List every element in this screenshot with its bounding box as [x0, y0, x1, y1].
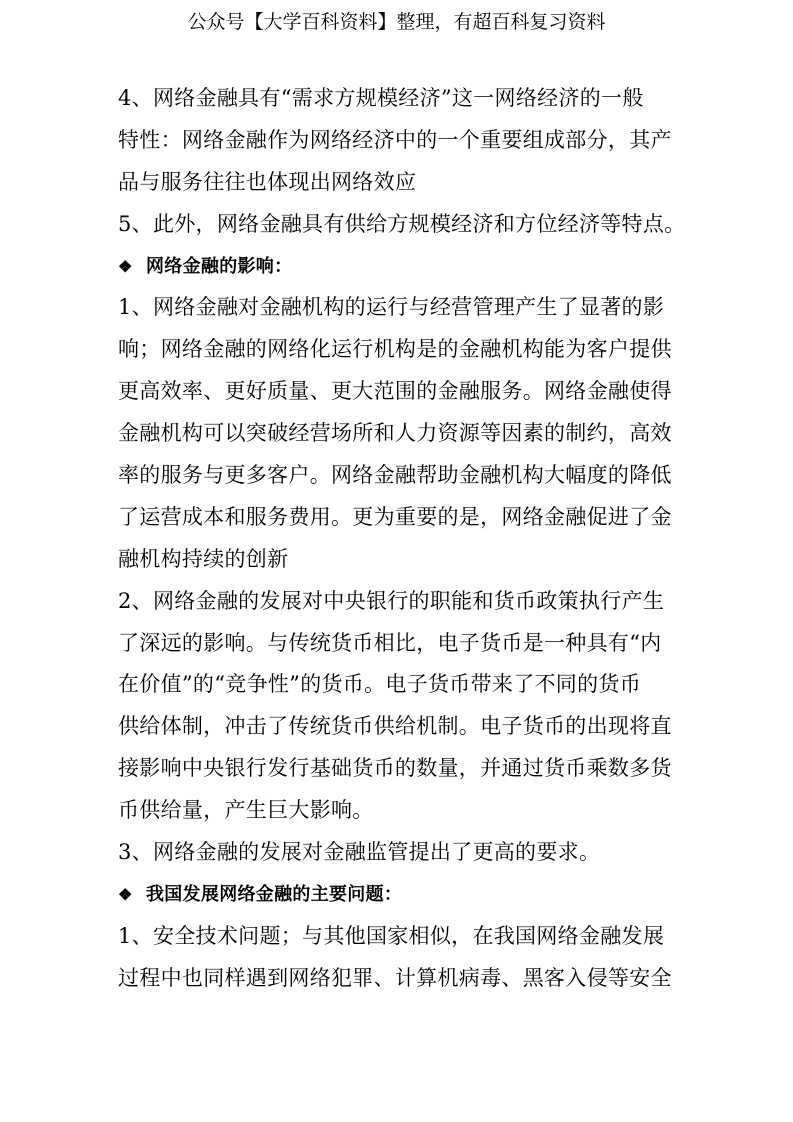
paragraph-line: 接影响中央银行发行基础货币的数量，并通过货币乘数多货 — [118, 756, 672, 781]
paragraph-line: 率的服务与更多客户。网络金融帮助金融机构大幅度的降低 — [118, 463, 672, 488]
document-body — [118, 78, 686, 1000]
paragraph-line: 供给体制，冲击了传统货币供给机制。电子货币的出现将直 — [118, 714, 672, 739]
page-header: 公众号【大学百科资料】整理，有超百科复习资料 — [187, 11, 606, 33]
paragraph-line: 4、网络金融具有“需求方规模经济”这一网络经济的一般 — [118, 86, 644, 110]
paragraph-line: 币供给量，产生巨大影响。 — [118, 798, 374, 823]
paragraph-line: 金融机构可以突破经营场所和人力资源等因素的制约，高效 — [118, 421, 672, 446]
paragraph-line: 响；网络金融的网络化运行机构是的金融机构能为客户提供 — [118, 337, 672, 362]
section-heading-text: 我国发展网络金融的主要问题： — [146, 883, 403, 905]
paragraph-line: 2、网络金融的发展对中央银行的职能和货币政策执行产生 — [118, 588, 665, 613]
paragraph-line: 了深远的影响。与传统货币相比，电子货币是一种具有“内 — [118, 630, 662, 655]
paragraph-line: 在价值”的“竞争性”的货币。电子货币带来了不同的货币 — [118, 672, 642, 697]
paragraph-line: 1、网络金融对金融机构的运行与经营管理产生了显著的影 — [118, 295, 665, 320]
section-heading — [118, 246, 678, 288]
paragraph-line: 1、安全技术问题；与其他国家相似，在我国网络金融发展 — [118, 923, 665, 948]
section-heading — [118, 874, 678, 916]
paragraph-line: 5、此外，网络金融具有供给方规模经济和方位经济等特点。 — [118, 211, 686, 236]
diamond-bullet-icon: ❖ — [118, 256, 133, 276]
paragraph-line: 品与服务往往也体现出网络效应 — [118, 169, 417, 194]
paragraph-line: 特性：网络金融作为网络经济中的一个重要组成部分，其产 — [118, 127, 672, 152]
paragraph-line: 更高效率、更好质量、更大范围的金融服务。网络金融使得 — [118, 379, 672, 404]
paragraph-line: 过程中也同样遇到网络犯罪、计算机病毒、黑客入侵等安全 — [118, 965, 672, 990]
section-heading-text: 网络金融的影响： — [146, 255, 293, 277]
diamond-bullet-icon: ❖ — [118, 884, 133, 904]
paragraph-line: 3、网络金融的发展对金融监管提出了更高的要求。 — [118, 840, 601, 865]
paragraph-line: 了运营成本和服务费用。更为重要的是，网络金融促进了金 — [118, 504, 672, 529]
paragraph-line: 融机构持续的创新 — [118, 546, 289, 571]
